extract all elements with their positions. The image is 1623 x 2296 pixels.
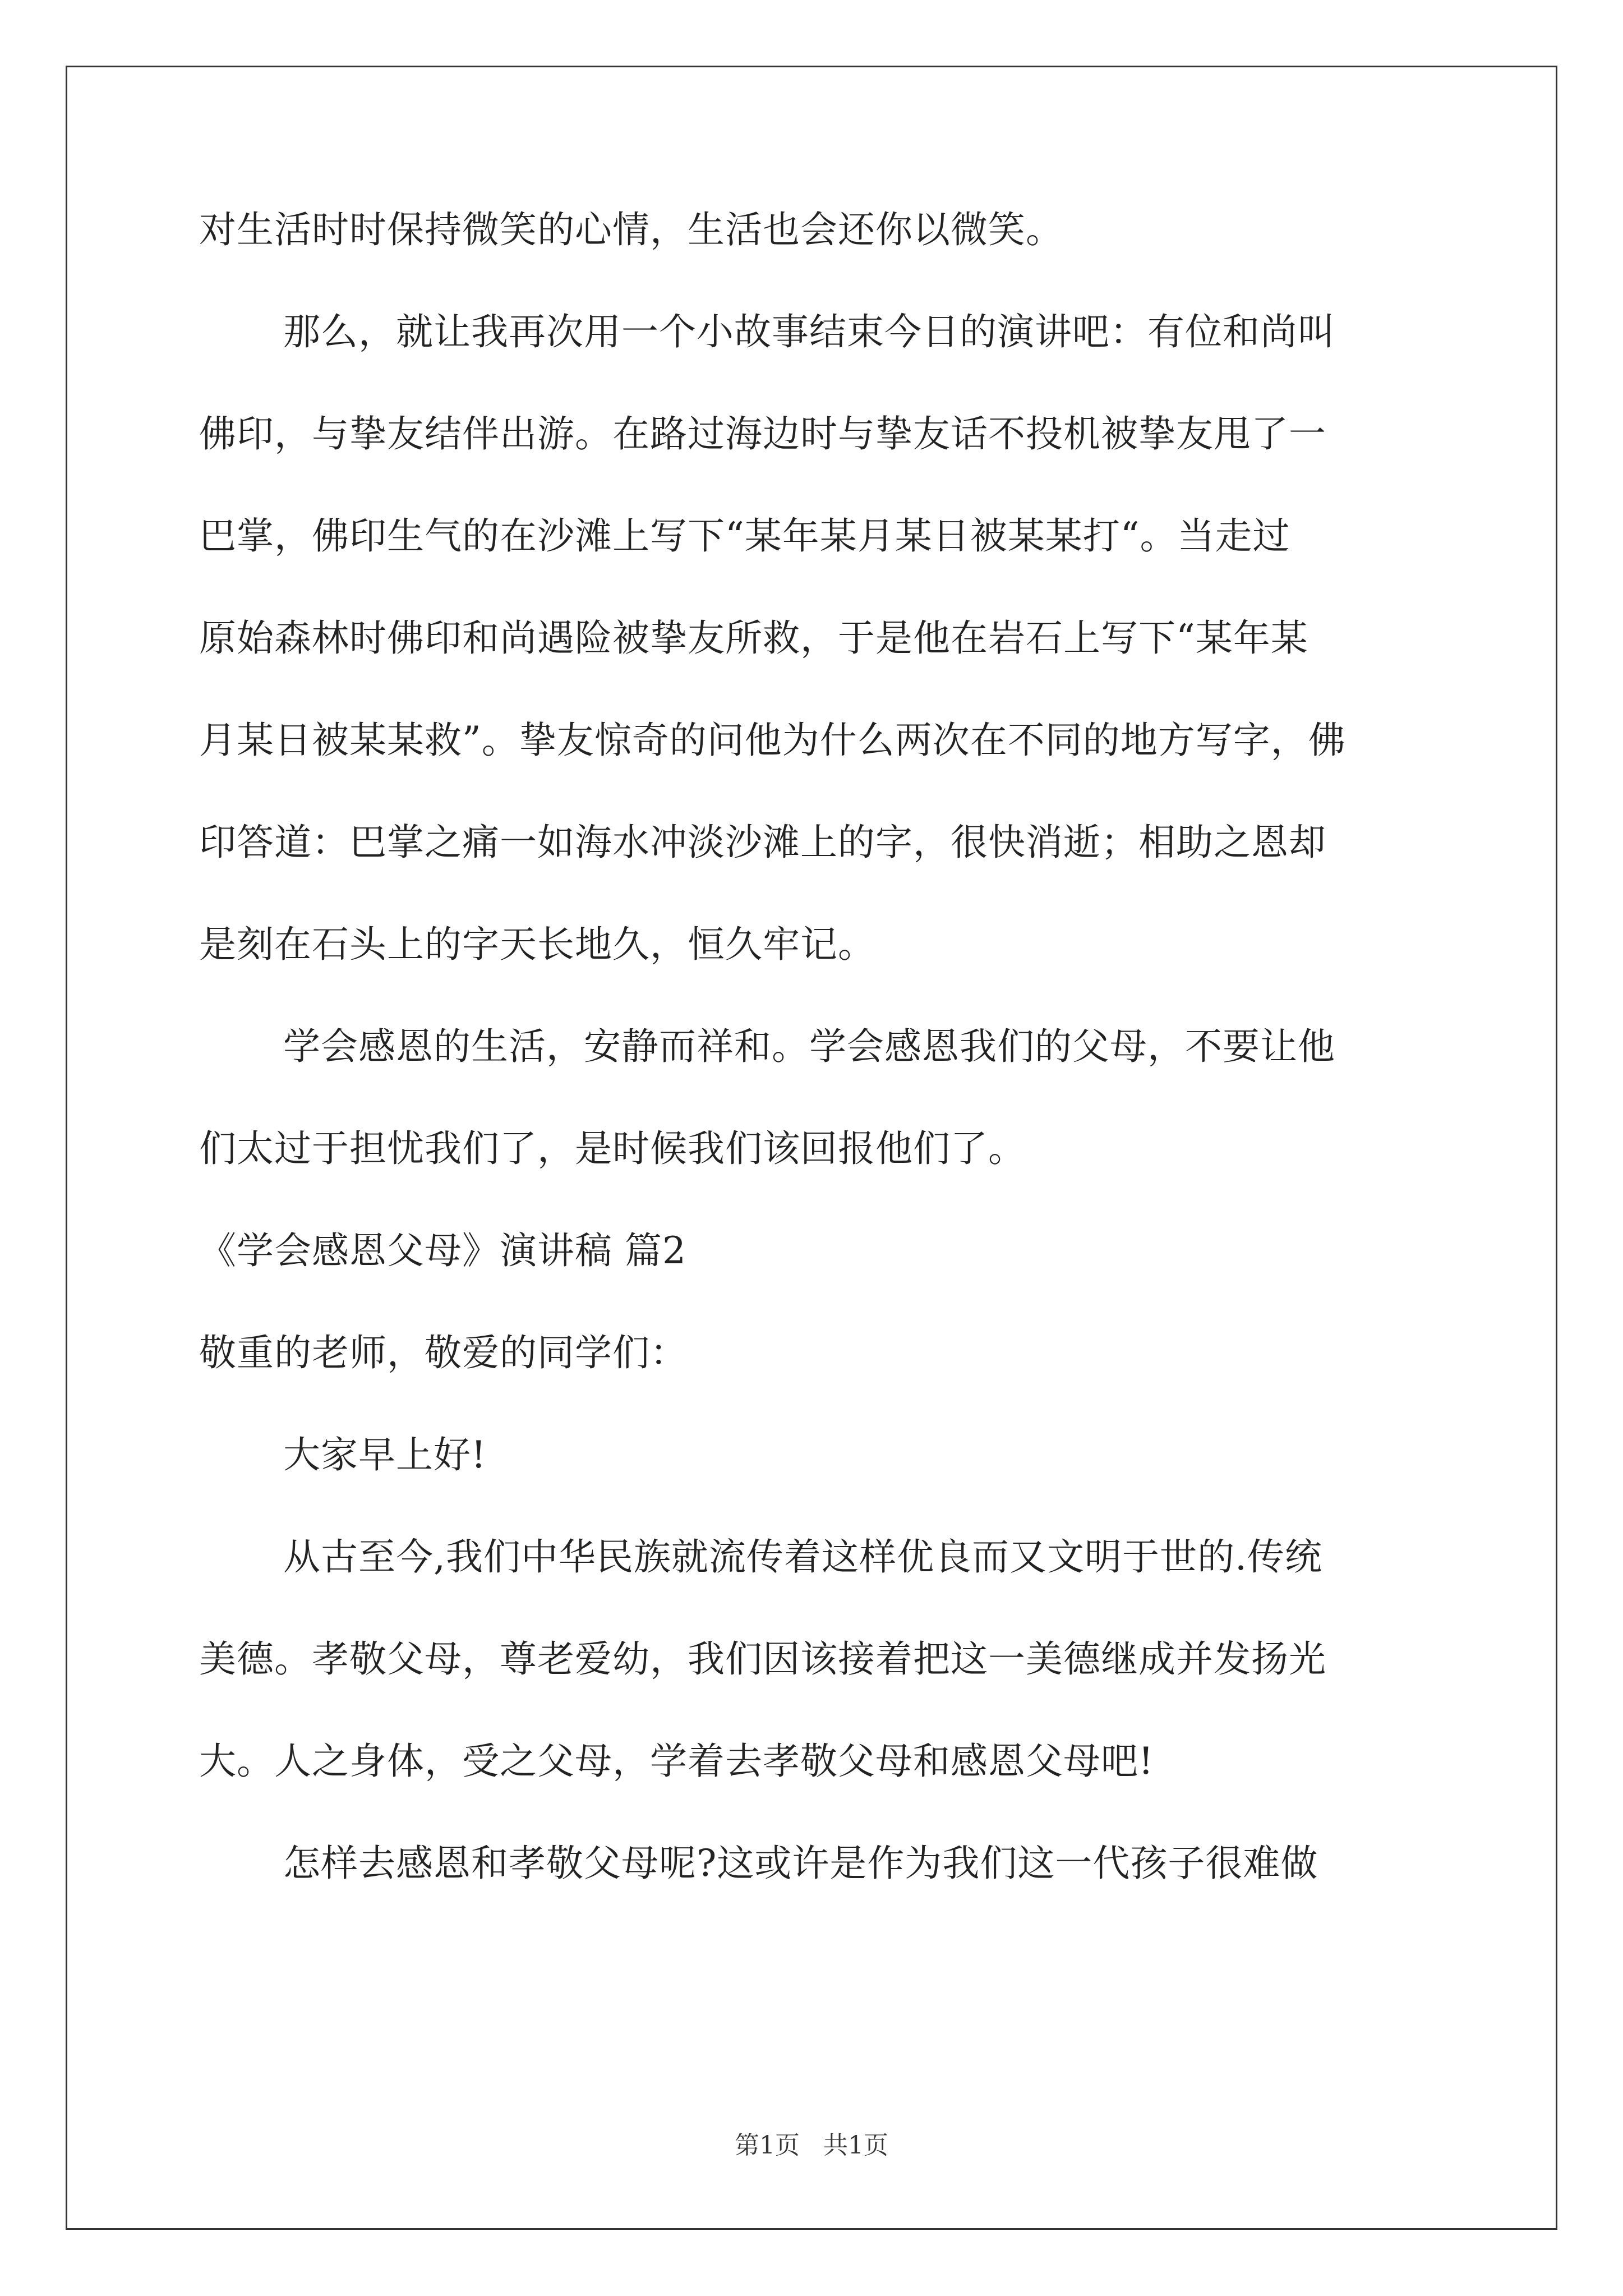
text-line: 月某日被某某救”。挚友惊奇的问他为什么两次在不同的地方写字，佛 xyxy=(199,719,1346,762)
page-footer xyxy=(0,2129,1623,2162)
paragraph-start: 学会感恩的生活，安静而祥和。学会感恩我们的父母，不要让他 xyxy=(283,1025,1335,1068)
page-total: 共1页 xyxy=(823,2131,888,2160)
text-line: 大。人之身体，受之父母，学着去孝敬父母和感恩父母吧! xyxy=(199,1740,1154,1783)
text-line: 佛印，与挚友结伴出游。在路过海边时与挚友话不投机被挚友甩了一 xyxy=(199,412,1326,455)
text-line: 美德。孝敬父母，尊老爱幼，我们因该接着把这一美德继成并发扬光 xyxy=(199,1637,1326,1681)
text-line: 们太过于担忧我们了，是时候我们该回报他们了。 xyxy=(199,1127,1026,1170)
paragraph-start: 那么，就让我再次用一个小故事结束今日的演讲吧：有位和尚叫 xyxy=(283,310,1335,353)
document-body xyxy=(199,202,1433,1938)
text-line: 巴掌，佛印生气的在沙滩上写下“某年某月某日被某某打“。当走过 xyxy=(199,514,1290,558)
section-heading: 《学会感恩父母》演讲稿 篇2 xyxy=(199,1229,686,1272)
paragraph-start: 怎样去感恩和孝敬父母呢?这或许是作为我们这一代孩子很难做 xyxy=(283,1842,1318,1885)
greeting: 大家早上好! xyxy=(283,1433,487,1476)
text-line: 是刻在石头上的字天长地久，恒久牢记。 xyxy=(199,923,875,966)
text-line: 对生活时时保持微笑的心情，生活也会还你以微笑。 xyxy=(199,208,1063,251)
paragraph-start: 从古至今,我们中华民族就流传着这样优良而又文明于世的.传统 xyxy=(283,1535,1322,1579)
salutation: 敬重的老师，敬爱的同学们： xyxy=(199,1331,688,1374)
text-line: 原始森林时佛印和尚遇险被挚友所救，于是他在岩石上写下“某年某 xyxy=(199,616,1308,660)
text-line: 印答道：巴掌之痛一如海水冲淡沙滩上的字，很快消逝；相助之恩却 xyxy=(199,821,1326,864)
page-number: 第1页 xyxy=(735,2131,800,2160)
